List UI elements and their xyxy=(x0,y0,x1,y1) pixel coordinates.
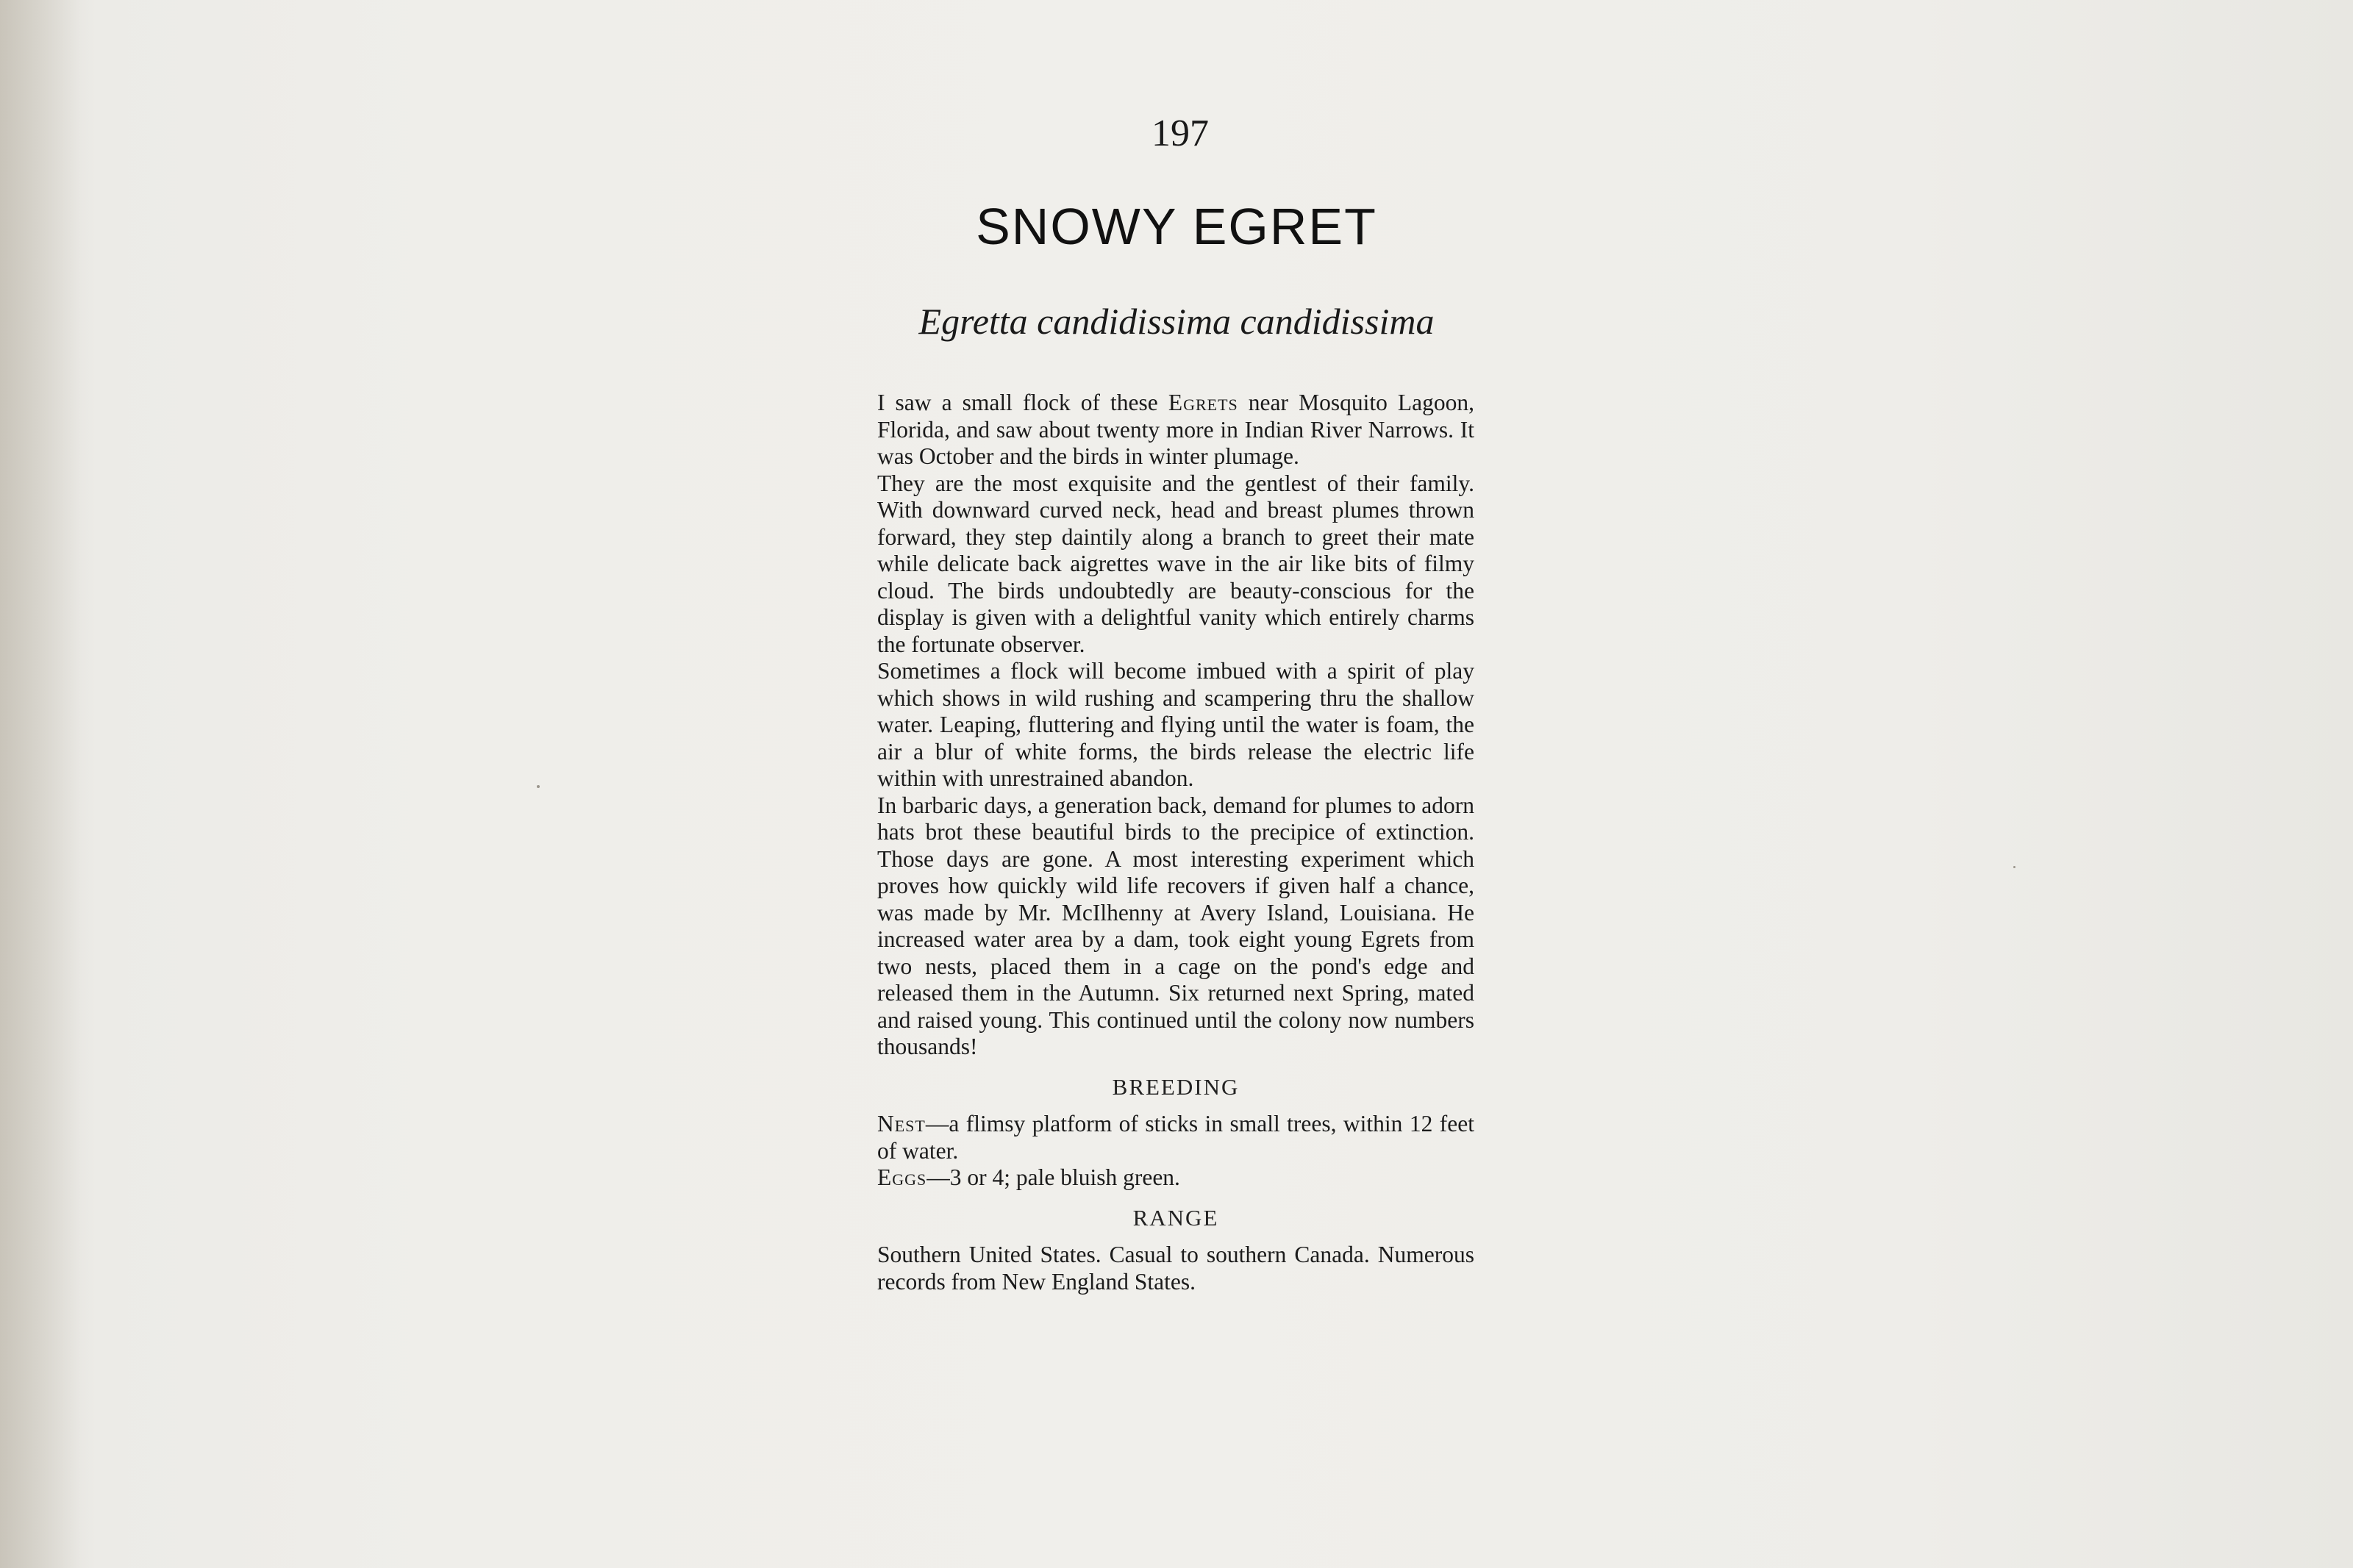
scientific-name: Egretta candidissima candidissima xyxy=(918,301,1435,342)
paragraph-1 xyxy=(877,390,1474,470)
paragraph-3: Sometimes a flock will become imbued with a spirit of play which shows in wild rushing and scampering thru the shallow water. Leaping, fluttering and flying until the water is foam, the air a blur of white forms, the birds release the electric life within with unrestrained abandon. xyxy=(877,658,1474,791)
nest-label: Nest xyxy=(877,1111,926,1136)
page-number: 197 xyxy=(1151,112,1209,154)
paragraph-2: They are the most exquisite and the gentlest of their family. With downward curved neck, head and breast plumes thrown forward, they step daintily along a branch to greet their mate while delicate back aigrettes wave in the air like bits of filmy cloud. The birds undoubtedly are beauty-conscious for the display is given with a delightful vanity which entirely charms the fortunate observer. xyxy=(877,470,1474,657)
nest-entry xyxy=(877,1111,1474,1164)
eggs-entry xyxy=(877,1164,1474,1192)
eggs-text: —3 or 4; pale bluish green. xyxy=(926,1164,1180,1190)
eggs-label: Eggs xyxy=(877,1164,927,1190)
paragraph-4: In barbaric days, a generation back, demand for plumes to adorn hats brot these beautiful birds to the precipice of extinction. Those days are gone. A most interesting experiment which proves how quickly wild life recovers if given half a chance, was made by Mr. McIlhenny at Avery Island, Louisiana. He increased water area by a dam, took eight young Egrets from two nests, placed them in a cage on the pond's edge and released them in the Autumn. Six returned next Spring, mated and raised young. This continued until the colony now numbers thousands! xyxy=(877,792,1474,1059)
breeding-heading: BREEDING xyxy=(1112,1073,1240,1100)
page-title: SNOWY EGRET xyxy=(976,198,1377,255)
paper-speck xyxy=(537,785,540,788)
paragraph-1-rest: near Mosquito Lagoon, Florida, and saw about twenty more in Indian River Narrows. It was October and the birds in winter plumage. xyxy=(877,390,1475,469)
binding-shadow xyxy=(0,0,81,1568)
range-text: Southern United States. Casual to southern Canada. Numerous records from New England States. xyxy=(877,1242,1474,1295)
range-heading: RANGE xyxy=(1132,1204,1219,1231)
paper-speck xyxy=(2013,866,2015,868)
article-body xyxy=(877,390,1474,1295)
nest-text: —a flimsy platform of sticks in small trees, within 12 feet of water. xyxy=(877,1111,1474,1164)
egrets-small-caps: Egrets xyxy=(1168,390,1238,415)
paragraph-1-lead: I saw a small flock of these xyxy=(877,390,1168,415)
